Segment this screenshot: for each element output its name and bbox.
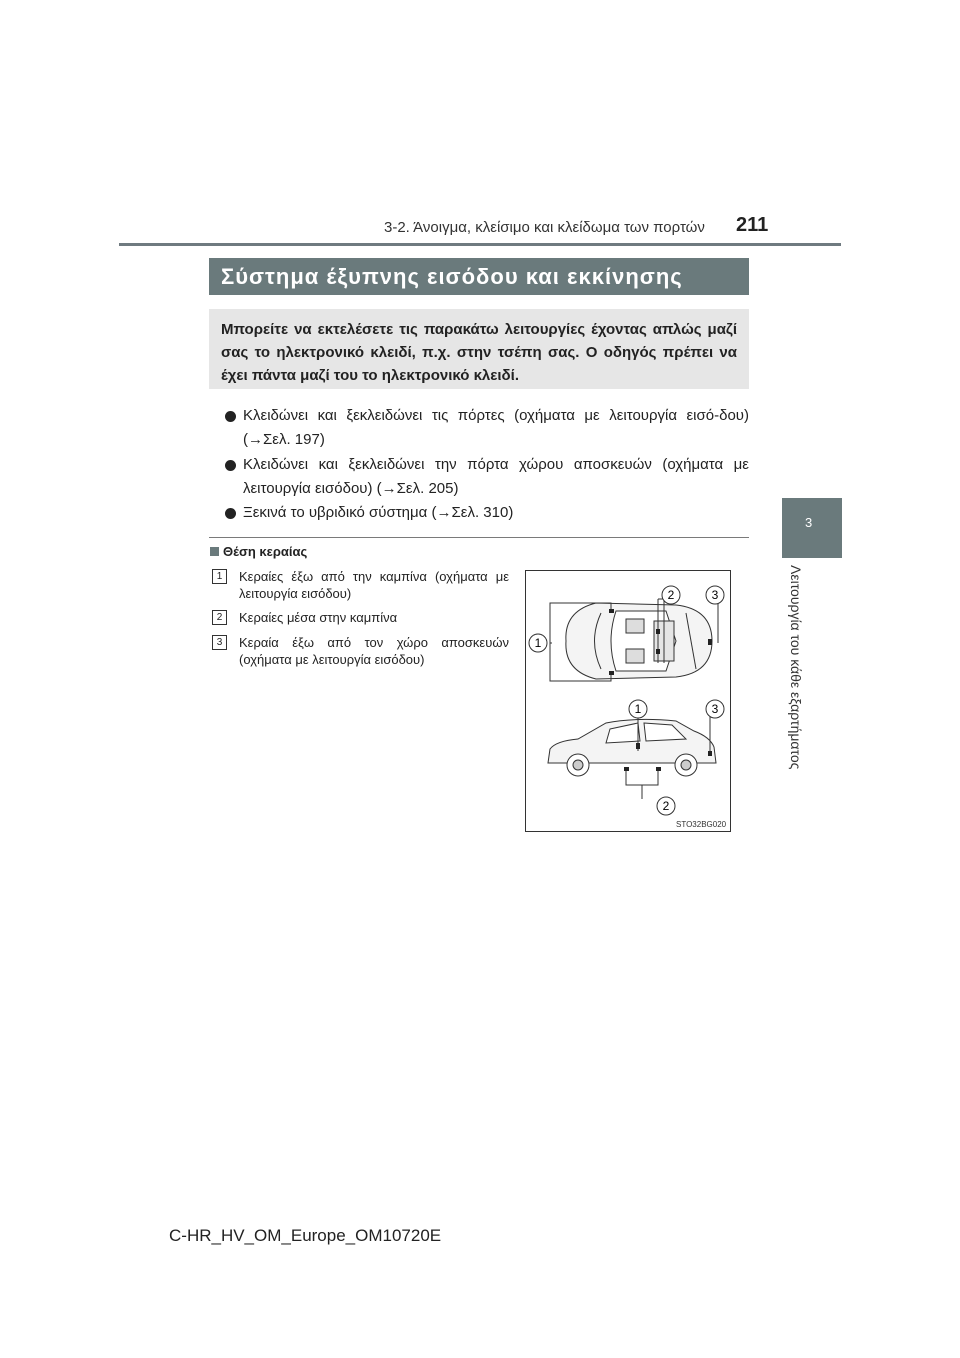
callout-number: 2 [212,610,227,625]
chapter-side-label [788,565,813,805]
header-divider [119,243,841,246]
car-top-view [566,603,712,679]
antenna-item-text: Κεραίες μέσα στην καμπίνα [239,610,398,625]
bullet-text: Κλειδώνει και ξεκλειδώνει την πόρτα χώρου αποσκευών (οχήματα με λειτουργία εισόδου) (→Σελ. 205) [243,456,749,497]
page-title: Σύστημα έξυπνης εισόδου και εκκίνησης [221,264,683,289]
callout-3-top: 3 [711,588,719,602]
square-bullet-icon [210,547,219,556]
car-side-view [548,719,716,776]
antenna-location-figure [525,570,731,832]
chapter-number: 3 [805,515,813,530]
section-heading: 3-2. Άνοιγμα, κλείσιμο και κλείδωμα των πορτών [384,219,705,236]
antenna-heading [210,544,307,559]
bullet-item [209,404,749,452]
section-divider [209,537,749,538]
bullet-item [209,453,749,501]
page-number: 211 [736,214,769,236]
callout-1-top: 1 [534,636,542,650]
intro-text: Μπορείτε να εκτελέσετε τις παρακάτω λειτουργίες έχοντας απλώς μαζί σας το ηλεκτρονικό κλειδί, π.χ. στην τσέπη σας. Ο οδηγός πρέπει να έχει πάντα μαζί του το ηλεκτρονικό κλειδί. [221,321,737,384]
figure-code: STO32BG020 [676,820,727,829]
footer-doc-id: C-HR_HV_OM_Europe_OM10720E [169,1226,442,1245]
antenna-item [212,568,512,602]
bullet-icon [225,508,236,519]
callout-2-top: 2 [667,588,675,602]
callout-1-side: 1 [634,702,642,716]
bullet-icon [225,460,236,471]
antenna-item [212,634,512,668]
bullet-text: Κλειδώνει και ξεκλειδώνει τις πόρτες (οχήματα με λειτουργία εισό-δου) (→Σελ. 197) [243,407,749,448]
bullet-icon [225,411,236,422]
car-diagram [526,571,730,831]
callout-number: 1 [212,569,227,584]
callout-number: 3 [212,635,227,650]
callout-3-side: 3 [711,702,719,716]
antenna-item [212,609,512,626]
antenna-item-text: Κεραία έξω από τον χώρο αποσκευών (οχήματα με λειτουργία εισόδου) [239,635,509,667]
intro-box [209,309,749,389]
antenna-heading-text: Θέση κεραίας [223,544,308,559]
chapter-title: Λειτουργία του κάθε εξαρτήματος [788,565,804,770]
page-title-bar [209,258,749,295]
antenna-item-text: Κεραίες έξω από την καμπίνα (οχήματα με λειτουργία εισόδου) [239,569,509,601]
bullet-item [209,501,749,525]
bullet-text: Ξεκινά το υβριδικό σύστημα (→Σελ. 310) [243,504,514,521]
callout-2-side: 2 [662,799,670,813]
chapter-tab [782,498,842,558]
